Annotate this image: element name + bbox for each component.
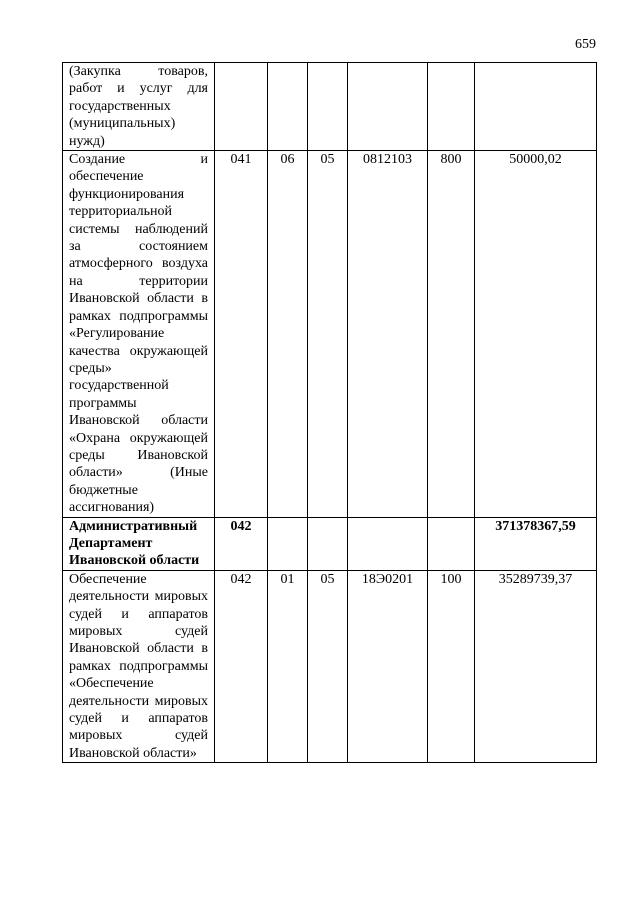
row-ministry-code: 041 xyxy=(215,151,268,518)
row-target-article xyxy=(348,63,428,151)
row-description: Создание и обеспечение функционирования территориальной системы наблюдений за состоянием атмосферного воздуха на территории Ивановской области в рамках подпрограммы «Регулирование качества окружающей среды» государственной программы Ивановской области «Охрана окружающей среды Ивановской области» (Иные бюджетные ассигнования) xyxy=(63,151,215,518)
table-row xyxy=(63,151,597,518)
row-ministry-code xyxy=(215,63,268,151)
row-expense-type xyxy=(428,63,475,151)
row-amount: 50000,02 xyxy=(475,151,597,518)
row-section: 01 xyxy=(268,570,308,762)
row-expense-type: 100 xyxy=(428,570,475,762)
row-description: Административный Департамент Ивановской области xyxy=(63,517,215,570)
row-description: (Закупка товаров, работ и услуг для государственных (муниципальных) нужд) xyxy=(63,63,215,151)
budget-table-body xyxy=(63,63,597,763)
row-amount xyxy=(475,63,597,151)
row-target-article: 18Э0201 xyxy=(348,570,428,762)
budget-table xyxy=(62,62,597,763)
table-row xyxy=(63,63,597,151)
row-expense-type: 800 xyxy=(428,151,475,518)
row-subsection: 05 xyxy=(308,570,348,762)
page-number: 659 xyxy=(575,37,596,52)
row-amount: 35289739,37 xyxy=(475,570,597,762)
row-ministry-code: 042 xyxy=(215,517,268,570)
row-target-article xyxy=(348,517,428,570)
row-subsection: 05 xyxy=(308,151,348,518)
row-ministry-code: 042 xyxy=(215,570,268,762)
row-section xyxy=(268,63,308,151)
row-amount: 371378367,59 xyxy=(475,517,597,570)
row-subsection xyxy=(308,517,348,570)
row-description: Обеспечение деятельности мировых судей и аппаратов мировых судей Ивановской области в рамках подпрограммы «Обеспечение деятельности мировых судей и аппаратов мировых судей Ивановской области» xyxy=(63,570,215,762)
table-row xyxy=(63,517,597,570)
row-section: 06 xyxy=(268,151,308,518)
row-section xyxy=(268,517,308,570)
row-target-article: 0812103 xyxy=(348,151,428,518)
table-row xyxy=(63,570,597,762)
row-expense-type xyxy=(428,517,475,570)
row-subsection xyxy=(308,63,348,151)
